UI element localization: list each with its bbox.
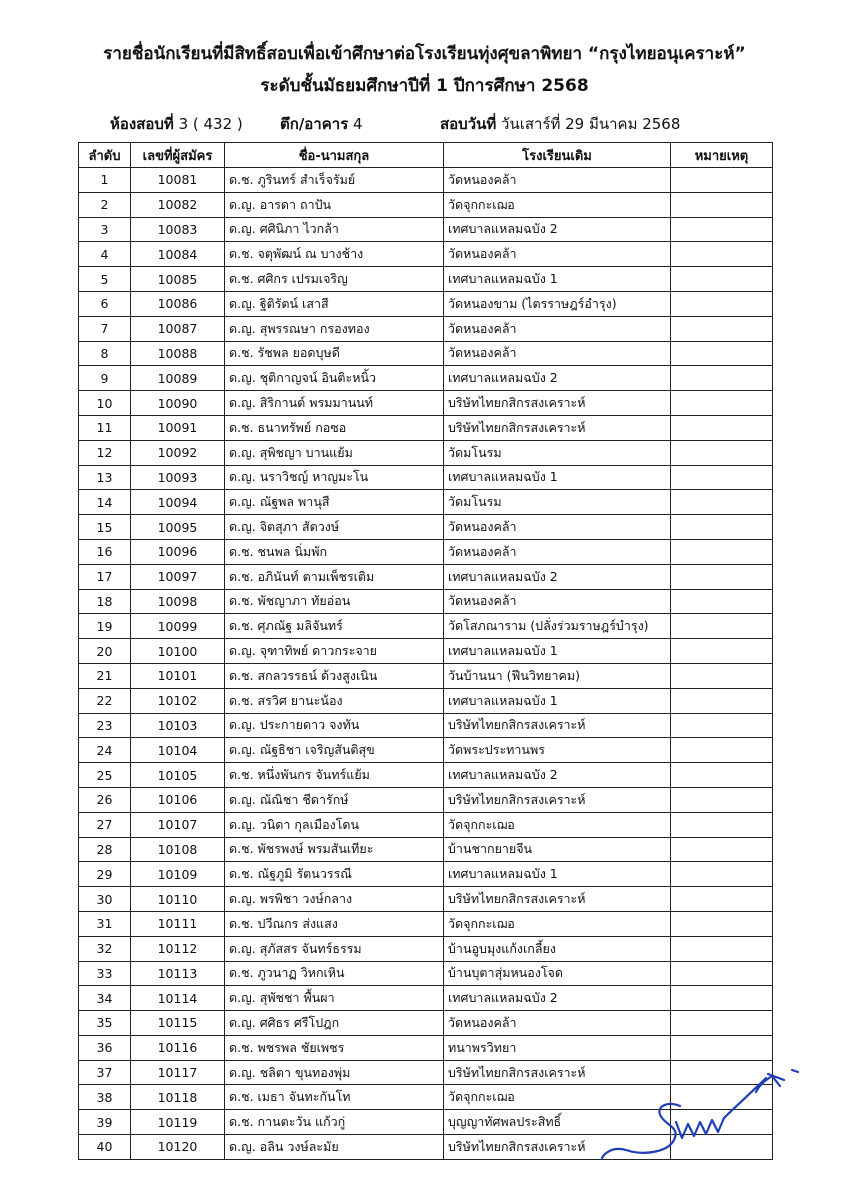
student-roster-table — [78, 142, 773, 1160]
full-name-cell: ด.ญ. ประกายดาว จงทัน — [225, 713, 444, 738]
previous-school-cell: วัดจุกกะเฌอ — [444, 192, 671, 217]
table-row — [79, 192, 773, 217]
full-name-cell: ด.ช. ธนาทรัพย์ กอซอ — [225, 415, 444, 440]
header-previous-school: โรงเรียนเดิม — [444, 143, 671, 168]
order-cell: 5 — [79, 267, 131, 292]
remarks-cell — [671, 787, 773, 812]
full-name-cell: ด.ญ. สุพัชชา พื้นผา — [225, 986, 444, 1011]
applicant-id-cell: 10095 — [131, 515, 225, 540]
applicant-id-cell: 10109 — [131, 862, 225, 887]
header-order: ลำดับ — [79, 143, 131, 168]
previous-school-cell: วัดจุกกะเฌอ — [444, 911, 671, 936]
table-row — [79, 366, 773, 391]
remarks-cell — [671, 688, 773, 713]
full-name-cell: ด.ช. พัชรพงษ์ พรมสันเทียะ — [225, 837, 444, 862]
full-name-cell: ด.ช. สรวิศ ยานะน้อง — [225, 688, 444, 713]
table-row — [79, 936, 773, 961]
full-name-cell: ด.ช. จตุพัฒน์ ณ บางช้าง — [225, 242, 444, 267]
remarks-cell — [671, 391, 773, 416]
order-cell: 17 — [79, 564, 131, 589]
table-row — [79, 539, 773, 564]
full-name-cell: ด.ญ. อารดา ถาปัน — [225, 192, 444, 217]
table-row — [79, 837, 773, 862]
applicant-id-cell: 10102 — [131, 688, 225, 713]
applicant-id-cell: 10108 — [131, 837, 225, 862]
order-cell: 12 — [79, 440, 131, 465]
applicant-id-cell: 10084 — [131, 242, 225, 267]
remarks-cell — [671, 341, 773, 366]
order-cell: 19 — [79, 614, 131, 639]
full-name-cell: ด.ญ. ศศินิภา ไวกล้า — [225, 217, 444, 242]
order-cell: 29 — [79, 862, 131, 887]
remarks-cell — [671, 242, 773, 267]
applicant-id-cell: 10094 — [131, 490, 225, 515]
previous-school-cell: บริษัทไทยกสิกรสงเคราะห์ — [444, 1135, 671, 1160]
full-name-cell: ด.ช. สกลวรรธน์ ด้วงสูงเนิน — [225, 663, 444, 688]
full-name-cell: ด.ญ. อลิน วงษ์ละมัย — [225, 1135, 444, 1160]
table-row — [79, 291, 773, 316]
full-name-cell: ด.ช. อภินันท์ ตามเพ็ชรเติม — [225, 564, 444, 589]
remarks-cell — [671, 936, 773, 961]
remarks-cell — [671, 217, 773, 242]
handwritten-signature — [596, 1062, 806, 1172]
applicant-id-cell: 10105 — [131, 763, 225, 788]
applicant-id-cell: 10086 — [131, 291, 225, 316]
full-name-cell: ด.ญ. สุภัสสร จันทร์ธรรม — [225, 936, 444, 961]
document-title: รายชื่อนักเรียนที่มีสิทธิ์สอบเพื่อเข้าศึกษาต่อโรงเรียนทุ่งศุขลาพิทยา “กรุงไทยอนุเคราะห์” — [103, 44, 746, 64]
table-row — [79, 763, 773, 788]
table-row — [79, 341, 773, 366]
applicant-id-cell: 10111 — [131, 911, 225, 936]
applicant-id-cell: 10103 — [131, 713, 225, 738]
order-cell: 27 — [79, 812, 131, 837]
previous-school-cell: วัดหนองคล้า — [444, 1011, 671, 1036]
order-cell: 39 — [79, 1110, 131, 1135]
applicant-id-cell: 10107 — [131, 812, 225, 837]
full-name-cell: ด.ช. ภูวนาฏ วิหกเหิน — [225, 961, 444, 986]
order-cell: 31 — [79, 911, 131, 936]
order-cell: 26 — [79, 787, 131, 812]
previous-school-cell: บริษัทไทยกสิกรสงเคราะห์ — [444, 787, 671, 812]
full-name-cell: ด.ช. ภูรินทร์ สำเร็จรัมย์ — [225, 168, 444, 193]
previous-school-cell: วัดหนองคล้า — [444, 242, 671, 267]
previous-school-cell: บ้านชากยายจีน — [444, 837, 671, 862]
table-row — [79, 391, 773, 416]
previous-school-cell: บ้านบุตาสุ่มหนองโจด — [444, 961, 671, 986]
remarks-cell — [671, 1035, 773, 1060]
table-row — [79, 490, 773, 515]
previous-school-cell: วัดหนองคล้า — [444, 589, 671, 614]
remarks-cell — [671, 911, 773, 936]
applicant-id-cell: 10083 — [131, 217, 225, 242]
full-name-cell: ด.ช. กานตะวัน แก้วกู่ — [225, 1110, 444, 1135]
order-cell: 1 — [79, 168, 131, 193]
order-cell: 24 — [79, 738, 131, 763]
order-cell: 15 — [79, 515, 131, 540]
full-name-cell: ด.ช. ชนพล นิ่มพัก — [225, 539, 444, 564]
remarks-cell — [671, 614, 773, 639]
order-cell: 38 — [79, 1085, 131, 1110]
previous-school-cell: วัดมโนรม — [444, 440, 671, 465]
applicant-id-cell: 10087 — [131, 316, 225, 341]
order-cell: 2 — [79, 192, 131, 217]
full-name-cell: ด.ญ. พรพิชา วงษ์กลาง — [225, 887, 444, 912]
table-row — [79, 812, 773, 837]
previous-school-cell: ทนาพรวิทยา — [444, 1035, 671, 1060]
previous-school-cell: เทศบาลแหลมฉบัง 1 — [444, 862, 671, 887]
remarks-cell — [671, 316, 773, 341]
table-row — [79, 986, 773, 1011]
table-row — [79, 465, 773, 490]
order-cell: 9 — [79, 366, 131, 391]
previous-school-cell: วัดโสภณาราม (ปลั่งร่วมราษฎร์บำรุง) — [444, 614, 671, 639]
table-row — [79, 688, 773, 713]
previous-school-cell: วัดหนองคล้า — [444, 168, 671, 193]
applicant-id-cell: 10104 — [131, 738, 225, 763]
full-name-cell: ด.ช. ศุภณัฐ มลิจันทร์ — [225, 614, 444, 639]
table-row — [79, 713, 773, 738]
table-row — [79, 663, 773, 688]
remarks-cell — [671, 415, 773, 440]
previous-school-cell: วัดหนองคล้า — [444, 539, 671, 564]
remarks-cell — [671, 837, 773, 862]
remarks-cell — [671, 589, 773, 614]
applicant-id-cell: 10115 — [131, 1011, 225, 1036]
order-cell: 10 — [79, 391, 131, 416]
applicant-id-cell: 10119 — [131, 1110, 225, 1135]
building-value: 4 — [348, 115, 363, 133]
previous-school-cell: วัดจุกกะเฌอ — [444, 1085, 671, 1110]
full-name-cell: ด.ญ. ฐิติรัตน์ เสาสี — [225, 291, 444, 316]
order-cell: 20 — [79, 639, 131, 664]
table-body — [79, 168, 773, 1160]
remarks-cell — [671, 168, 773, 193]
table-row — [79, 911, 773, 936]
remarks-cell — [671, 763, 773, 788]
table-row — [79, 1035, 773, 1060]
table-row — [79, 639, 773, 664]
exam-room-value: 3 ( 432 ) — [173, 115, 243, 133]
applicant-id-cell: 10106 — [131, 787, 225, 812]
remarks-cell — [671, 490, 773, 515]
previous-school-cell: เทศบาลแหลมฉบัง 1 — [444, 688, 671, 713]
applicant-id-cell: 10098 — [131, 589, 225, 614]
exam-date-info — [440, 112, 680, 136]
applicant-id-cell: 10092 — [131, 440, 225, 465]
previous-school-cell: วัดพระประทานพร — [444, 738, 671, 763]
order-cell: 40 — [79, 1135, 131, 1160]
remarks-cell — [671, 713, 773, 738]
building-label: ตึก/อาคาร — [280, 115, 349, 133]
applicant-id-cell: 10117 — [131, 1060, 225, 1085]
order-cell: 30 — [79, 887, 131, 912]
order-cell: 36 — [79, 1035, 131, 1060]
order-cell: 22 — [79, 688, 131, 713]
full-name-cell: ด.ช. พัชญาภา ทัยอ่อน — [225, 589, 444, 614]
previous-school-cell: วัดมโนรม — [444, 490, 671, 515]
table-row — [79, 961, 773, 986]
table-row — [79, 217, 773, 242]
order-cell: 33 — [79, 961, 131, 986]
table-row — [79, 168, 773, 193]
applicant-id-cell: 10081 — [131, 168, 225, 193]
remarks-cell — [671, 366, 773, 391]
full-name-cell: ด.ญ. ชุติกาญจน์ อินติะหนิ้ว — [225, 366, 444, 391]
previous-school-cell: วันบ้านนา (ฟีนวิทยาคม) — [444, 663, 671, 688]
remarks-cell — [671, 267, 773, 292]
remarks-cell — [671, 663, 773, 688]
full-name-cell: ด.ญ. นราวิชญ์ หาญมะโน — [225, 465, 444, 490]
order-cell: 21 — [79, 663, 131, 688]
applicant-id-cell: 10093 — [131, 465, 225, 490]
remarks-cell — [671, 564, 773, 589]
table-row — [79, 564, 773, 589]
full-name-cell: ด.ญ. สุพิชญา บานแย้ม — [225, 440, 444, 465]
header-applicant-id: เลขที่ผู้สมัคร — [131, 143, 225, 168]
remarks-cell — [671, 986, 773, 1011]
table-row — [79, 1011, 773, 1036]
full-name-cell: ด.ญ. ณัณิชา ชีดารักษ์ — [225, 787, 444, 812]
table-row — [79, 787, 773, 812]
full-name-cell: ด.ญ. สิริกานต์ พรมมานนท์ — [225, 391, 444, 416]
applicant-id-cell: 10099 — [131, 614, 225, 639]
applicant-id-cell: 10113 — [131, 961, 225, 986]
remarks-cell — [671, 862, 773, 887]
table-row — [79, 415, 773, 440]
order-cell: 25 — [79, 763, 131, 788]
applicant-id-cell: 10118 — [131, 1085, 225, 1110]
order-cell: 13 — [79, 465, 131, 490]
document-subtitle: ระดับชั้นมัธยมศึกษาปีที่ 1 ปีการศึกษา 2568 — [260, 76, 589, 96]
remarks-cell — [671, 291, 773, 316]
full-name-cell: ด.ญ. ศศิธร ศรีโปฎก — [225, 1011, 444, 1036]
remarks-cell — [671, 539, 773, 564]
previous-school-cell: เทศบาลแหลมฉบัง 2 — [444, 986, 671, 1011]
previous-school-cell: วัดหนองขาม (ไตรราษฎร์อำรุง) — [444, 291, 671, 316]
full-name-cell: ด.ช. หนึ่งพันกร จันทร์แย้ม — [225, 763, 444, 788]
order-cell: 6 — [79, 291, 131, 316]
exam-date-value: วันเสาร์ที่ 29 มีนาคม 2568 — [496, 115, 681, 133]
order-cell: 4 — [79, 242, 131, 267]
previous-school-cell: บริษัทไทยกสิกรสงเคราะห์ — [444, 415, 671, 440]
order-cell: 37 — [79, 1060, 131, 1085]
applicant-id-cell: 10112 — [131, 936, 225, 961]
previous-school-cell: บ้านอูบมุงแก้งเกลี้ยง — [444, 936, 671, 961]
applicant-id-cell: 10082 — [131, 192, 225, 217]
applicant-id-cell: 10096 — [131, 539, 225, 564]
exam-date-label: สอบวันที่ — [440, 115, 497, 133]
table-row — [79, 589, 773, 614]
full-name-cell: ด.ช. เมธา จันทะกันโท — [225, 1085, 444, 1110]
previous-school-cell: บุญญาทัศพลประสิทธิ์ — [444, 1110, 671, 1135]
full-name-cell: ด.ช. ปวีณกร ส่งแสง — [225, 911, 444, 936]
table-row — [79, 316, 773, 341]
table-row — [79, 515, 773, 540]
table-row — [79, 614, 773, 639]
order-cell: 16 — [79, 539, 131, 564]
remarks-cell — [671, 465, 773, 490]
order-cell: 35 — [79, 1011, 131, 1036]
previous-school-cell: วัดหนองคล้า — [444, 316, 671, 341]
previous-school-cell: วัดจุกกะเฌอ — [444, 812, 671, 837]
applicant-id-cell: 10110 — [131, 887, 225, 912]
order-cell: 18 — [79, 589, 131, 614]
previous-school-cell: เทศบาลแหลมฉบัง 2 — [444, 366, 671, 391]
exam-room-info — [110, 112, 243, 136]
applicant-id-cell: 10100 — [131, 639, 225, 664]
previous-school-cell: เทศบาลแหลมฉบัง 2 — [444, 217, 671, 242]
remarks-cell — [671, 812, 773, 837]
table-row — [79, 242, 773, 267]
previous-school-cell: บริษัทไทยกสิกรสงเคราะห์ — [444, 391, 671, 416]
table-row — [79, 862, 773, 887]
applicant-id-cell: 10085 — [131, 267, 225, 292]
applicant-id-cell: 10097 — [131, 564, 225, 589]
full-name-cell: ด.ญ. ณัฐธิชา เจริญสันติสุข — [225, 738, 444, 763]
order-cell: 28 — [79, 837, 131, 862]
full-name-cell: ด.ช. รัชพล ยอดบุษดี — [225, 341, 444, 366]
order-cell: 14 — [79, 490, 131, 515]
order-cell: 32 — [79, 936, 131, 961]
table-row — [79, 738, 773, 763]
full-name-cell: ด.ช. พชรพล ชัยเพชร — [225, 1035, 444, 1060]
applicant-id-cell: 10116 — [131, 1035, 225, 1060]
applicant-id-cell: 10091 — [131, 415, 225, 440]
remarks-cell — [671, 738, 773, 763]
applicant-id-cell: 10101 — [131, 663, 225, 688]
previous-school-cell: เทศบาลแหลมฉบัง 2 — [444, 763, 671, 788]
remarks-cell — [671, 887, 773, 912]
remarks-cell — [671, 639, 773, 664]
remarks-cell — [671, 192, 773, 217]
table-row — [79, 440, 773, 465]
applicant-id-cell: 10090 — [131, 391, 225, 416]
previous-school-cell: เทศบาลแหลมฉบัง 1 — [444, 639, 671, 664]
order-cell: 23 — [79, 713, 131, 738]
applicant-id-cell: 10114 — [131, 986, 225, 1011]
previous-school-cell: เทศบาลแหลมฉบัง 1 — [444, 465, 671, 490]
previous-school-cell: วัดหนองคล้า — [444, 341, 671, 366]
applicant-id-cell: 10120 — [131, 1135, 225, 1160]
previous-school-cell: บริษัทไทยกสิกรสงเคราะห์ — [444, 887, 671, 912]
full-name-cell: ด.ญ. สุพรรณษา กรองทอง — [225, 316, 444, 341]
full-name-cell: ด.ช. ศศิกร เปรมเจริญ — [225, 267, 444, 292]
previous-school-cell: บริษัทไทยกสิกรสงเคราะห์ — [444, 713, 671, 738]
previous-school-cell: วัดหนองคล้า — [444, 515, 671, 540]
full-name-cell: ด.ญ. ชลิตา ขุนทองพุ่ม — [225, 1060, 444, 1085]
applicant-id-cell: 10089 — [131, 366, 225, 391]
full-name-cell: ด.ญ. จิตสุภา สัตวงษ์ — [225, 515, 444, 540]
header-full-name: ชื่อ-นามสกุล — [225, 143, 444, 168]
remarks-cell — [671, 515, 773, 540]
remarks-cell — [671, 961, 773, 986]
remarks-cell — [671, 440, 773, 465]
order-cell: 11 — [79, 415, 131, 440]
previous-school-cell: เทศบาลแหลมฉบัง 2 — [444, 564, 671, 589]
building-info — [280, 112, 363, 136]
previous-school-cell: เทศบาลแหลมฉบัง 1 — [444, 267, 671, 292]
applicant-id-cell: 10088 — [131, 341, 225, 366]
exam-room-label: ห้องสอบที่ — [110, 115, 174, 133]
full-name-cell: ด.ญ. จุฑาทิพย์ ดาวกระจาย — [225, 639, 444, 664]
full-name-cell: ด.ญ. ณัฐพล พานุสี — [225, 490, 444, 515]
full-name-cell: ด.ช. ณัฐภูมิ รัตนวรรณี — [225, 862, 444, 887]
table-header-row — [79, 143, 773, 168]
order-cell: 8 — [79, 341, 131, 366]
header-remarks: หมายเหตุ — [671, 143, 773, 168]
signature-strokes — [602, 1070, 798, 1158]
order-cell: 3 — [79, 217, 131, 242]
order-cell: 34 — [79, 986, 131, 1011]
full-name-cell: ด.ญ. วนิดา กุลเมืองโดน — [225, 812, 444, 837]
previous-school-cell: บริษัทไทยกสิกรสงเคราะห์ — [444, 1060, 671, 1085]
table-row — [79, 887, 773, 912]
remarks-cell — [671, 1011, 773, 1036]
order-cell: 7 — [79, 316, 131, 341]
table-row — [79, 267, 773, 292]
